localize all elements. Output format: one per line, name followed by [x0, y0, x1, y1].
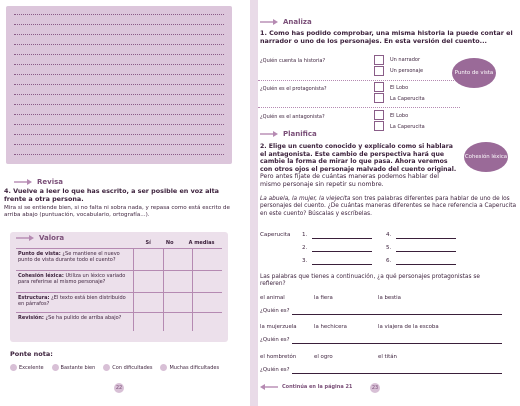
arrow-left-icon — [260, 384, 278, 390]
writing-line[interactable] — [14, 14, 224, 15]
cell-no[interactable] — [163, 249, 193, 271]
caperucita-label: Caperucita — [260, 232, 291, 238]
q2-block — [260, 143, 460, 189]
answer-line[interactable] — [292, 314, 502, 315]
table-row — [16, 249, 222, 271]
q1-row-question: ¿Quién cuenta la historia? — [260, 58, 326, 64]
radio-dot-icon — [10, 364, 17, 371]
checkbox[interactable] — [374, 93, 384, 103]
table-row — [16, 271, 222, 293]
arrow-right-icon — [260, 19, 278, 25]
cell-a-medias[interactable] — [193, 313, 222, 331]
q1-row-question: ¿Quién es el protagonista? — [260, 86, 327, 92]
q2-tail: Pero antes fíjate de cuántas maneras podemos hablar del mismo personaje sin repetir su nombre. — [260, 173, 440, 188]
word: el ogro — [314, 354, 333, 360]
answer-number: 1. — [302, 232, 308, 238]
checkbox[interactable] — [374, 55, 384, 65]
answer-number: 4. — [386, 232, 392, 238]
answer-line[interactable] — [292, 343, 502, 344]
answer-line[interactable] — [312, 238, 372, 239]
dotted-divider — [258, 107, 460, 108]
valora-label: Valora — [39, 234, 65, 242]
page-number: 23 — [371, 385, 379, 391]
cell-si[interactable] — [134, 293, 164, 313]
answer-line[interactable] — [312, 251, 372, 252]
left-page — [0, 0, 250, 406]
q1-text: 1. Como has podido comprobar, una misma historia la puede contar el narrador o uno de los personajes. En esta versión del cuento... — [260, 29, 513, 45]
nota-heading: Ponte nota: — [10, 350, 53, 358]
para-rest: son tres palabras diferentes para hablar de uno de los personajes del cuento. ¿De cuántas maneras diferentes se hace referencia a Caperucita en este cuento? Búscalas y escríbelas. — [260, 196, 517, 217]
revisa-heading — [14, 178, 63, 186]
words-question: Las palabras que tienes a continuación, ¿a qué personajes protagonistas se refieren? — [260, 274, 480, 288]
word: la hechicera — [314, 324, 347, 330]
writing-line[interactable] — [14, 104, 224, 105]
cell-a-medias[interactable] — [193, 293, 222, 313]
valora-table — [16, 248, 222, 331]
valora-panel — [10, 232, 228, 342]
row-text: ¿Se ha pulido de arriba abajo? — [43, 315, 122, 321]
checkbox[interactable] — [374, 121, 384, 131]
ask-label: ¿Quién es? — [260, 337, 290, 343]
cell-a-medias[interactable] — [193, 271, 222, 293]
cell-no[interactable] — [163, 293, 193, 313]
ask-label: ¿Quién es? — [260, 308, 290, 314]
cell-si[interactable] — [134, 249, 164, 271]
word: la mujerzuela — [260, 324, 297, 330]
nota-option-excelente[interactable] — [10, 364, 44, 371]
valora-columns — [138, 240, 222, 246]
writing-lines-panel[interactable] — [6, 6, 232, 164]
writing-line[interactable] — [14, 24, 224, 25]
answer-number: 6. — [386, 258, 392, 264]
option-label: La Caperucita — [390, 124, 425, 130]
row-text: ¿Se mantiene el nuevo punto de vista durante todo el cuento? — [18, 251, 120, 263]
cell-no[interactable] — [163, 271, 193, 293]
nota-option-con-dificultades[interactable] — [103, 364, 152, 371]
answer-line[interactable] — [396, 238, 456, 239]
arrow-right-icon — [14, 179, 32, 185]
nota-label: Muchas dificultades — [169, 365, 220, 371]
option-label: El Lobo — [390, 113, 409, 119]
answer-number: 2. — [302, 245, 308, 251]
option-label: El Lobo — [390, 85, 409, 91]
q4-sub: Mira si se entiende bien, si no falta ni sobra nada, y repasa como está escrito de arriba abajo (puntuación, vocabulario, ortografía...). — [4, 205, 230, 218]
writing-line[interactable] — [14, 124, 224, 125]
word: la bestia — [378, 295, 401, 301]
badge-punto-de-vista: Punto de vista — [452, 58, 496, 88]
valora-heading — [16, 234, 64, 242]
right-page — [258, 0, 520, 406]
continue-link[interactable] — [260, 384, 352, 390]
writing-line[interactable] — [14, 74, 224, 75]
row-label: Cohesión léxica: — [18, 273, 64, 279]
nota-label: Excelente — [19, 365, 44, 371]
checkbox[interactable] — [374, 110, 384, 120]
nota-option-muchas-dificultades[interactable] — [160, 364, 219, 371]
answer-line[interactable] — [396, 264, 456, 265]
para-italic: La abuela, la mujer, la viejecita — [260, 196, 351, 202]
radio-dot-icon — [52, 364, 59, 371]
continue-label: Continúa en la página 21 — [282, 384, 353, 390]
option-label: Un narrador — [390, 57, 421, 63]
q4-text: 4. Vuelve a leer lo que has escrito, a ser posible en voz alta frente a otra persona. — [4, 187, 219, 203]
writing-line[interactable] — [14, 84, 224, 85]
table-row — [16, 293, 222, 313]
cell-no[interactable] — [163, 313, 193, 331]
word: la viajera de la escoba — [378, 324, 439, 330]
row-text: ¿El texto está bien distribuido en párrafos? — [18, 295, 126, 307]
table-row — [16, 313, 222, 331]
row-label: Estructura: — [18, 295, 50, 301]
writing-line[interactable] — [14, 34, 224, 35]
col-no: No — [165, 240, 174, 246]
row-label: Punto de vista: — [18, 251, 61, 257]
planifica-heading — [260, 130, 317, 138]
answer-number: 3. — [302, 258, 308, 264]
dotted-divider — [258, 80, 460, 81]
answer-line[interactable] — [292, 373, 502, 374]
nota-option-bastante-bien[interactable] — [52, 364, 96, 371]
row-label: Revisión: — [18, 315, 44, 321]
option-label: La Caperucita — [390, 96, 425, 102]
radio-dot-icon — [160, 364, 167, 371]
cell-a-medias[interactable] — [193, 249, 222, 271]
writing-line[interactable] — [14, 54, 224, 55]
nota-label: Bastante bien — [60, 365, 96, 371]
checkbox[interactable] — [374, 82, 384, 92]
book-gutter — [250, 0, 258, 406]
nota-options — [10, 364, 219, 371]
badge-cohesion-lexica: Cohesión léxica — [464, 142, 508, 172]
writing-line[interactable] — [14, 114, 224, 115]
word: el titán — [378, 354, 397, 360]
answer-number: 5. — [386, 245, 392, 251]
checkbox[interactable] — [374, 66, 384, 76]
writing-line[interactable] — [14, 144, 224, 145]
writing-line[interactable] — [14, 134, 224, 135]
analiza-heading — [260, 18, 312, 26]
radio-dot-icon — [103, 364, 110, 371]
row-text: Utiliza un léxico variado para referirse al mismo personaje? — [18, 273, 126, 285]
arrow-right-icon — [260, 131, 278, 137]
col-a-medias: A medias — [188, 240, 215, 246]
option-label: Un personaje — [390, 68, 424, 74]
q1-row-question: ¿Quién es el antagonista? — [260, 114, 325, 120]
writing-line[interactable] — [14, 94, 224, 95]
answer-line[interactable] — [312, 264, 372, 265]
col-si: Sí — [145, 240, 151, 246]
word: la fiera — [314, 295, 333, 301]
cell-si[interactable] — [134, 313, 164, 331]
writing-line[interactable] — [14, 44, 224, 45]
planifica-label: Planifica — [283, 130, 317, 138]
paragraph — [260, 196, 518, 218]
analiza-label: Analiza — [283, 18, 312, 26]
ask-label: ¿Quién es? — [260, 367, 290, 373]
word: el animal — [260, 295, 285, 301]
revisa-label: Revisa — [37, 178, 63, 186]
q2-text: 2. Elige un cuento conocido y explícalo como si hablara el antagonista. Este cambio de perspectiva hará que cambie la forma de mirar lo que pasa. Ahora veremos con otros ojos el personaje malvado del cuento original. — [260, 143, 457, 173]
word: el hombretón — [260, 354, 297, 360]
writing-line[interactable] — [14, 154, 224, 155]
nota-label: Con dificultades — [112, 365, 153, 371]
writing-line[interactable] — [14, 64, 224, 65]
arrow-right-icon — [16, 235, 34, 241]
page-number: 22 — [115, 385, 123, 391]
cell-si[interactable] — [134, 271, 164, 293]
answer-line[interactable] — [396, 251, 456, 252]
